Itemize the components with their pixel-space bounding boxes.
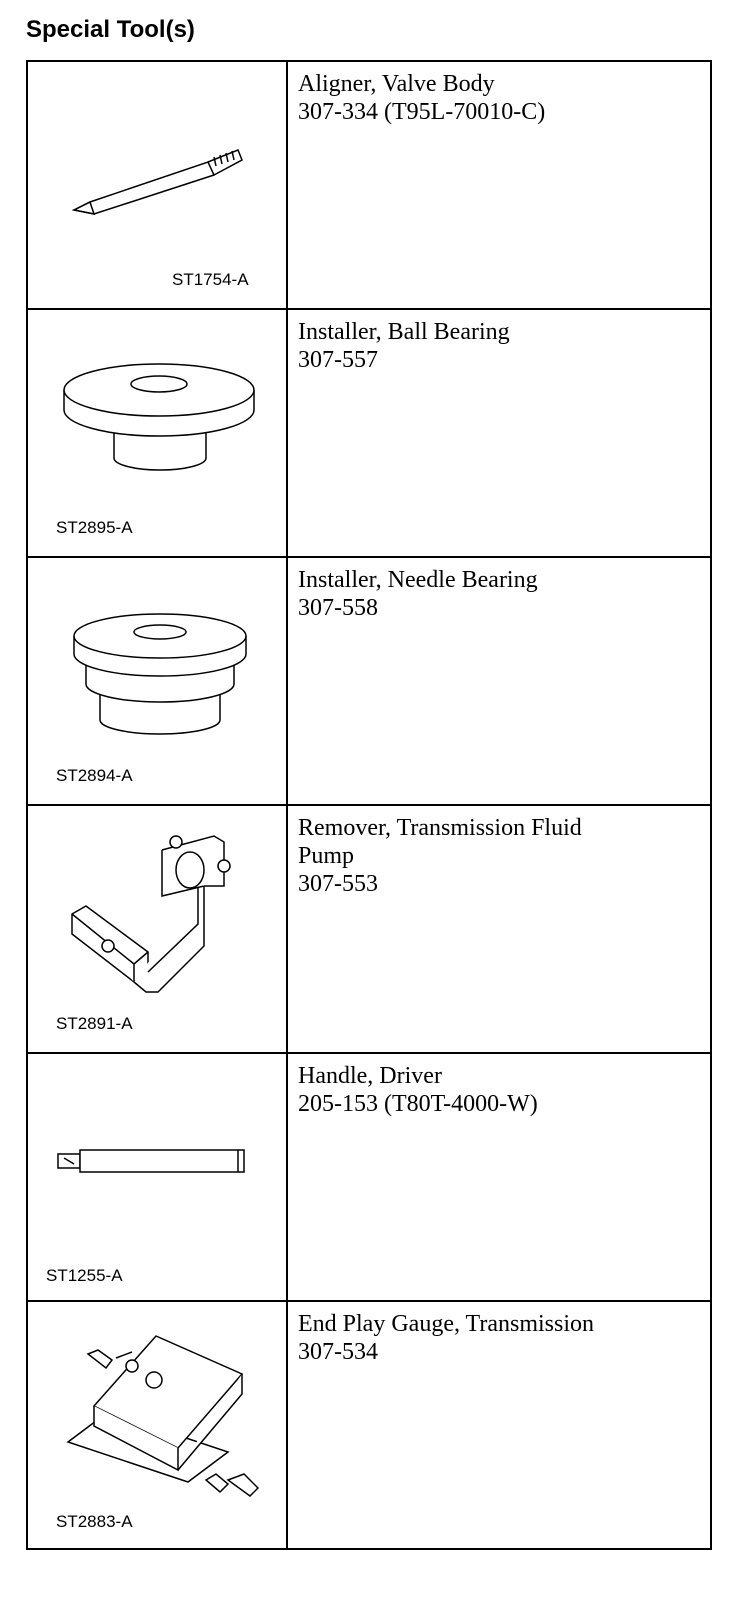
tool-name: Aligner, Valve Body [298, 71, 495, 97]
tool-description-cell [287, 1053, 711, 1301]
tool-number: 205-153 (T80T-4000-W) [298, 1091, 538, 1117]
table-row [27, 309, 711, 557]
tool-description-cell [287, 309, 711, 557]
page-title: Special Tool(s) [26, 16, 195, 43]
tool-description-cell [287, 557, 711, 805]
tool-code: ST1754-A [172, 270, 249, 289]
tool-description-cell [287, 61, 711, 309]
tool-name-line1: Remover, Transmission Fluid [298, 815, 582, 841]
tool-code: ST2891-A [56, 1014, 133, 1033]
tool-code: ST2894-A [56, 766, 133, 785]
tool-number: 307-558 [298, 595, 378, 621]
tool-description-cell [287, 805, 711, 1053]
special-tools-table [26, 60, 712, 1550]
table-row [27, 557, 711, 805]
table-row [27, 1301, 711, 1549]
table-row [27, 61, 711, 309]
tool-illustration-cell [27, 557, 287, 805]
tool-code: ST2895-A [56, 518, 133, 537]
tool-description-cell [287, 1301, 711, 1549]
tool-code: ST1255-A [46, 1266, 123, 1285]
tool-number: 307-557 [298, 347, 378, 373]
tool-code: ST2883-A [56, 1512, 133, 1531]
tool-illustration-cell [27, 1053, 287, 1301]
tool-name: Handle, Driver [298, 1063, 442, 1089]
tool-illustration-cell [27, 805, 287, 1053]
tool-number: 307-334 (T95L-70010-C) [298, 99, 546, 125]
tool-name-line2: Pump [298, 843, 355, 869]
tool-name: Installer, Ball Bearing [298, 319, 510, 345]
table-row [27, 805, 711, 1053]
tool-illustration-cell [27, 61, 287, 309]
tool-number: 307-534 [298, 1339, 378, 1365]
tool-name: Installer, Needle Bearing [298, 567, 538, 593]
driver-handle-illustration [28, 1054, 286, 1300]
tool-illustration-cell [27, 1301, 287, 1549]
tool-name: End Play Gauge, Transmission [298, 1311, 595, 1337]
tool-illustration-cell [27, 309, 287, 557]
tool-number: 307-553 [298, 871, 378, 897]
table-row [27, 1053, 711, 1301]
